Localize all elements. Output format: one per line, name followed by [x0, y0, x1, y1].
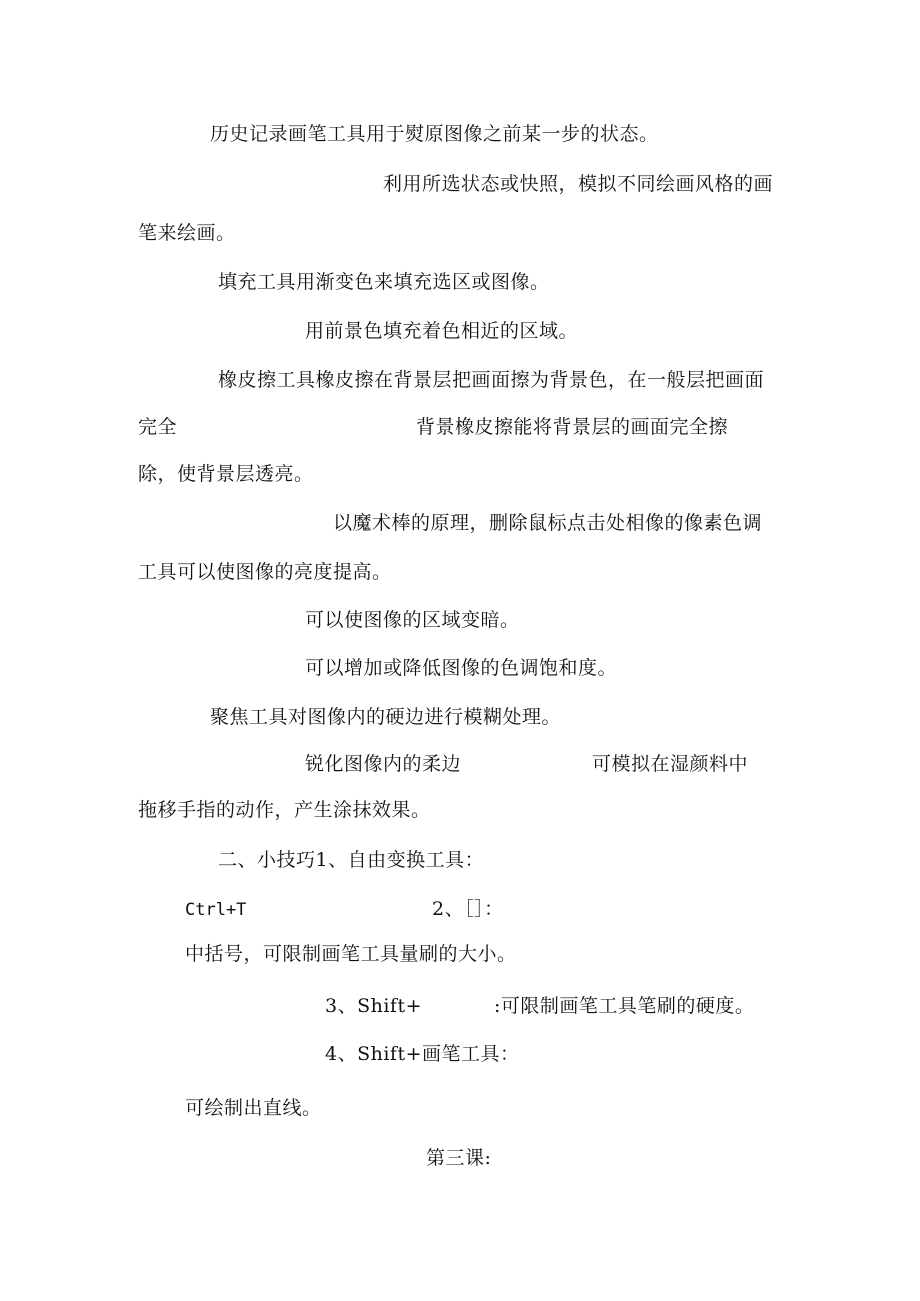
text-line: 以魔术棒的原理，删除鼠标点击处相像的像素色调 [333, 512, 763, 534]
text-line: 可绘制出直线。 [185, 1097, 322, 1119]
text-line: 2、［］： [432, 898, 504, 920]
text-line: 橡皮擦工具橡皮擦在背景层把画面擦为背景色，在一般层把画面 [218, 369, 765, 391]
text-line: 完全 [138, 416, 178, 438]
text-line: 笔来绘画。 [138, 222, 236, 244]
text-line: 工具可以使图像的亮度提高。 [138, 561, 392, 583]
text-line: 3、Shift+ [325, 995, 423, 1017]
text-line: :可限制画笔工具笔刷的硬度。 [494, 995, 755, 1017]
text-line: 4、Shift+画笔工具： [325, 1043, 520, 1065]
text-line: 可模拟在湿颜料中 [592, 753, 749, 775]
text-line: 二、小技巧1、自由变换工具： [218, 849, 485, 871]
section-heading: 第三课: [426, 1147, 492, 1169]
text-line: 利用所选状态或快照，模拟不同绘画风格的画 [383, 173, 774, 195]
text-line: 聚焦工具对图像内的硬边进行模糊处理。 [210, 706, 562, 728]
text-line: 拖移手指的动作，产生涂抹效果。 [138, 799, 431, 821]
text-line: 可以使图像的区域变暗。 [305, 609, 520, 631]
text-line: 背景橡皮擦能将背景层的画面完全擦 [416, 416, 729, 438]
text-line: 除，使背景层透亮。 [138, 463, 314, 485]
text-line: 中括号，可限制画笔工具量刷的大小。 [185, 943, 517, 965]
text-line: 填充工具用渐变色来填充选区或图像。 [218, 271, 550, 293]
text-line: 历史记录画笔工具用于熨原图像之前某一步的状态。 [210, 123, 659, 145]
text-line: 可以增加或降低图像的色调饱和度。 [305, 657, 618, 679]
shortcut-text: Ctrl+T [185, 900, 247, 920]
text-line: 用前景色填充着色相近的区域。 [305, 320, 579, 342]
text-line: 锐化图像内的柔边 [305, 753, 462, 775]
